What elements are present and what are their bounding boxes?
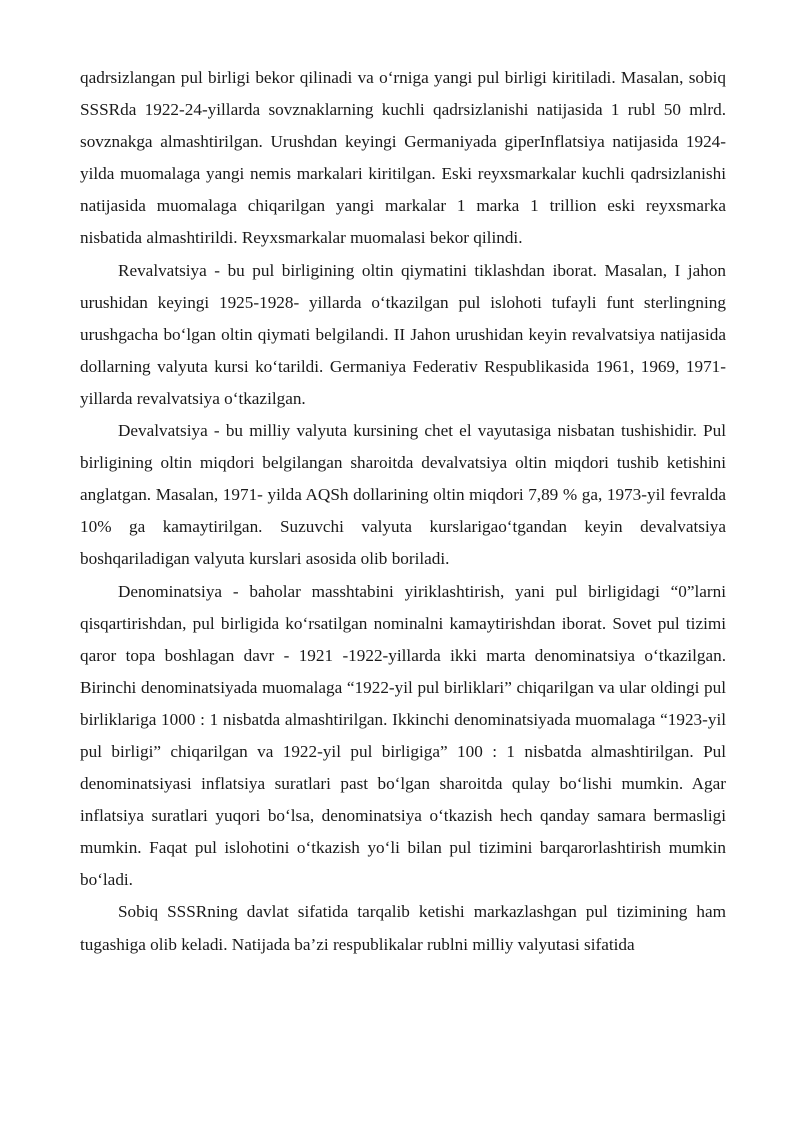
document-page <box>80 62 726 961</box>
paragraph-revalvatsiya: Revalvatsiya - bu pul birligining oltin qiymatini tiklashdan iborat. Masalan, I jahon urushidan keyingi 1925-1928- yillarda o‘tkazilgan pul islohoti tufayli funt sterlingning urushgacha bo‘lgan oltin qiymati belgilandi. II Jahon urushidan keyin revalvatsiya natijasida dollarning valyuta kursi ko‘tarildi. Germaniya Federativ Respublikasida 1961, 1969, 1971-yillarda revalvatsiya o‘tkazilgan. <box>80 260 726 408</box>
paragraph-continuation: qadrsizlangan pul birligi bekor qilinadi va o‘rniga yangi pul birligi kiritiladi. Masalan, sobiq SSSRda 1922-24-yillarda sovznaklarning kuchli qadrsizlanishi natijasida 1 rubl 50 mlrd. sovznakga almashtirilgan. Urushdan keyingi Germaniyada giperInflatsiya natijasida 1924-yilda muomalaga yangi nemis markalari kiritilgan. Eski reyxsmarkalar kuchli qadrsizlanishi natijasida muomalaga chiqarilgan yangi markalar 1 marka 1 trillion eski reyxsmarka nisbatida almashtirildi. Reyxsmarkalar muomalasi bekor qilindi. <box>80 68 726 248</box>
paragraph-denominatsiya: Denominatsiya - baholar masshtabini yiriklashtirish, yani pul birligidagi “0”larni qisqartirishdan, pul birligida ko‘rsatilgan nominalni kamaytirishdan iborat. Sovet pul tizimi qaror topa boshlagan davr - 1921 -1922-yillarda ikki marta denominatsiya o‘tkazilgan. Birinchi denominatsiyada muomalaga “1922-yil pul birliklari” chiqarilgan va ular oldingi pul birliklariga 1000 : 1 nisbatda almashtirilgan. Ikkinchi denominatsiyada muomalaga “1923-yil pul birligi” chiqarilgan va 1922-yil pul birligiga” 100 : 1 nisbatda almashtirilgan. Pul denominatsiyasi inflatsiya suratlari past bo‘lgan sharoitda qulay bo‘lishi mumkin. Agar inflatsiya suratlari yuqori bo‘lsa, denominatsiya o‘tkazish hech qanday samara bermasligi mumkin. Faqat pul islohotini o‘tkazish yo‘li bilan pul tizimini barqarorlashtirish mumkin bo‘ladi. <box>80 581 726 890</box>
paragraph-sssr: Sobiq SSSRning davlat sifatida tarqalib ketishi markazlashgan pul tizimining ham tugashiga olib keladi. Natijada ba’zi respublikalar rublni milliy valyutasi sifatida <box>80 902 726 954</box>
paragraph-devalvatsiya: Devalvatsiya - bu milliy valyuta kursining chet el vayutasiga nisbatan tushishidir. Pul birligining oltin miqdori belgilangan sharoitda devalvatsiya oltin miqdori tushib ketishini anglatgan. Masalan, 1971- yilda AQSh dollarining oltin miqdori 7,89 % ga, 1973-yil fevralda 10% ga kamaytirilgan. Suzuvchi valyuta kurslarigao‘tgandan keyin devalvatsiya boshqariladigan valyuta kurslari asosida olib boriladi. <box>80 421 726 569</box>
